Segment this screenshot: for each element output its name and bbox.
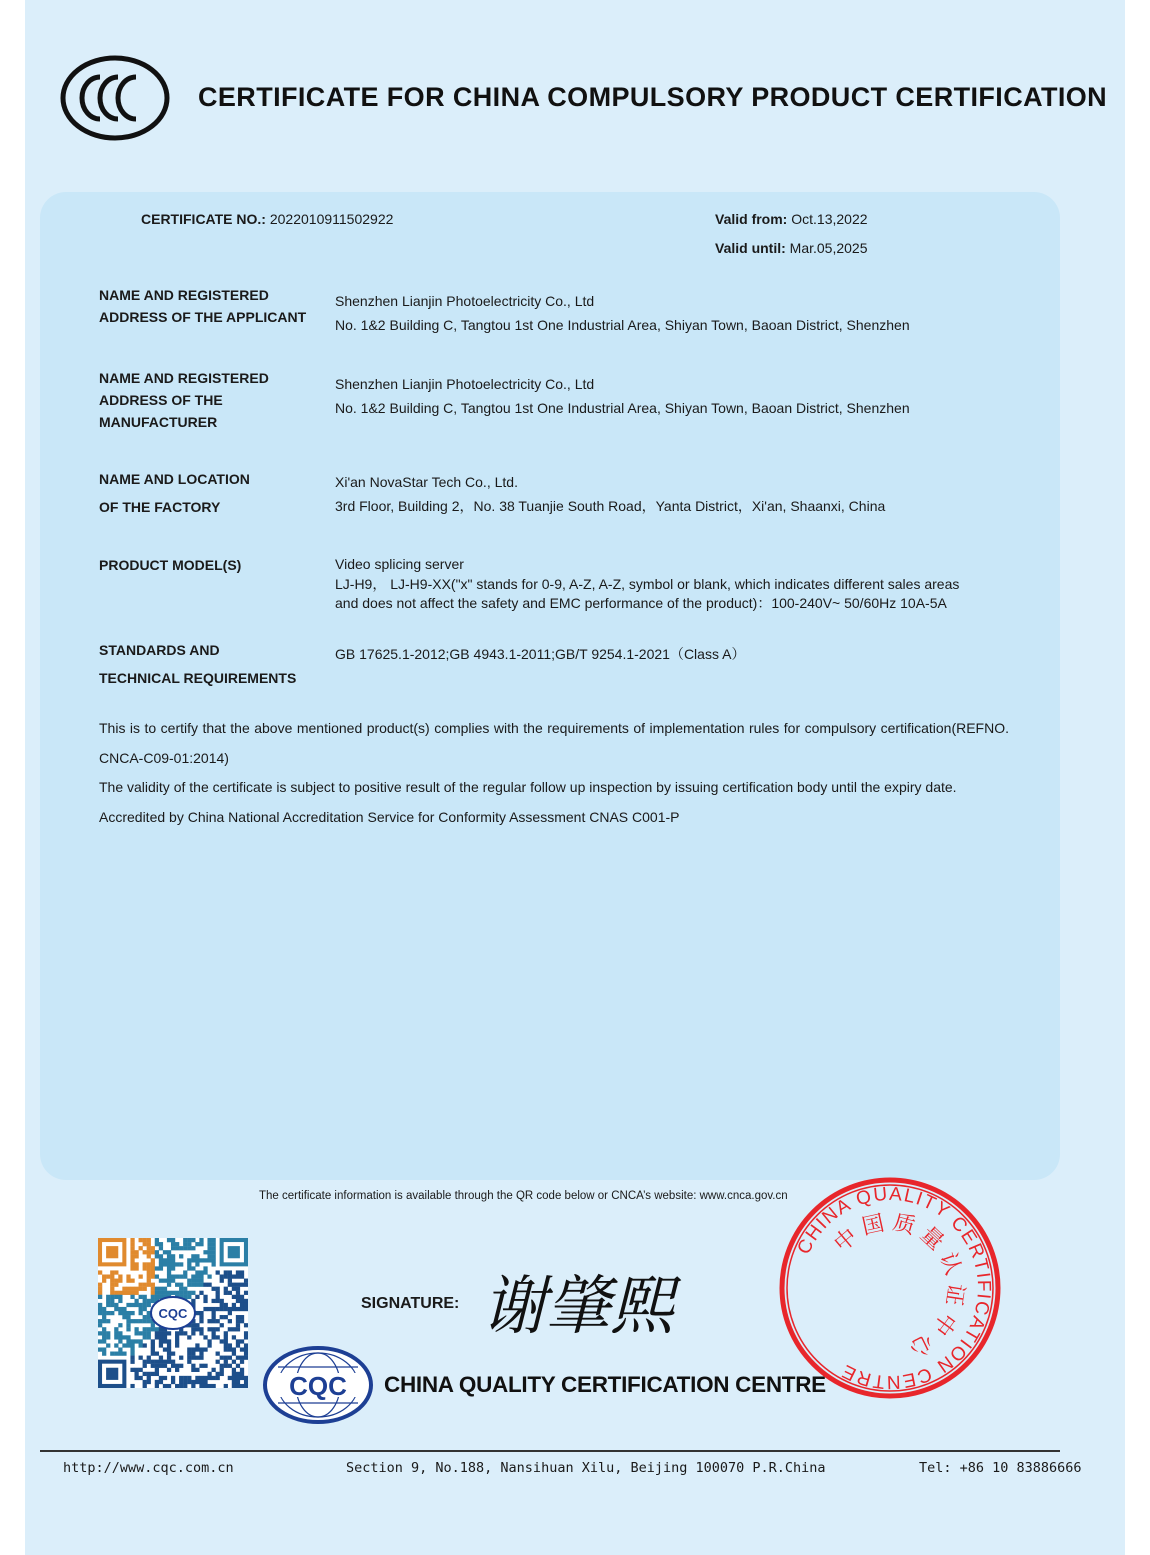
valid-from-value: Oct.13,2022 bbox=[791, 211, 868, 227]
svg-text:CQC: CQC bbox=[158, 1306, 188, 1321]
applicant-label: NAME AND REGISTERED ADDRESS OF THE APPLICANT bbox=[99, 287, 307, 325]
manufacturer-value bbox=[335, 372, 1025, 420]
valid-until-label: Valid until: bbox=[715, 240, 786, 256]
factory-address: 3rd Floor, Building 2，No. 38 Tuanjie South Road，Yanta District，Xi'an, Shaanxi, China bbox=[335, 498, 886, 514]
certificate-number-value: 2022010911502922 bbox=[269, 211, 394, 227]
certificate-number-label: CERTIFICATE NO.: bbox=[141, 211, 266, 227]
applicant-name: Shenzhen Lianjin Photoelectricity Co., Ltd bbox=[335, 293, 595, 309]
footer-address: Section 9, No.188, Nansihuan Xilu, Beijing 100070 P.R.China bbox=[346, 1460, 826, 1476]
factory-value bbox=[335, 470, 1025, 518]
valid-until-value: Mar.05,2025 bbox=[789, 240, 868, 256]
standards-label: STANDARDS AND TECHNICAL REQUIREMENTS bbox=[99, 642, 297, 686]
product-line-1: Video splicing server bbox=[335, 556, 464, 572]
product-line-3: and does not affect the safety and EMC performance of the product)：100-240V~ 50/60Hz 10A-5A bbox=[335, 595, 947, 611]
handwritten-signature bbox=[478, 1258, 708, 1348]
product-line-2: LJ-H9， LJ-H9-XX("x" stands for 0-9, A-Z, A-Z, symbol or blank, which indicates different sales areas bbox=[335, 575, 960, 592]
cqc-name: CHINA QUALITY CERTIFICATION CENTRE bbox=[384, 1372, 826, 1397]
certificate-title: CERTIFICATE FOR CHINA COMPULSORY PRODUCT CERTIFICATION bbox=[198, 82, 1108, 112]
svg-text:CQC: CQC bbox=[289, 1371, 347, 1401]
valid-from-label: Valid from: bbox=[715, 211, 788, 227]
footer-website[interactable]: http://www.cqc.com.cn bbox=[63, 1460, 234, 1476]
cqc-logo-icon bbox=[262, 1345, 374, 1425]
manufacturer-label: NAME AND REGISTERED ADDRESS OF THE MANUFACTURER bbox=[99, 370, 269, 430]
standards-value: GB 17625.1-2012;GB 4943.1-2011;GB/T 9254.1-2021（Class A） bbox=[335, 646, 746, 662]
svg-text:CHINA QUALITY CERTIFICATION CE: CHINA QUALITY CERTIFICATION CENTRE bbox=[793, 1183, 995, 1393]
svg-text:谢肇熙: 谢肇熙 bbox=[482, 1270, 674, 1344]
statement-paragraph: The validity of the certificate is subject to positive result of the regular follow up inspection by issuing certification body until the expiry date. bbox=[99, 779, 957, 795]
applicant-value bbox=[335, 289, 1025, 337]
product-value bbox=[335, 555, 1025, 614]
certification-statement bbox=[99, 714, 1009, 832]
svg-text:中国质量认证中心: 中国质量认证中心 bbox=[829, 1209, 969, 1364]
footer-divider bbox=[40, 1450, 1060, 1452]
qr-note: The certificate information is available through the QR code below or CNCA’s website: www.cnca.gov.cn bbox=[259, 1190, 788, 1202]
factory-label: NAME AND LOCATION OF THE FACTORY bbox=[99, 471, 250, 515]
certificate-header bbox=[60, 50, 1108, 150]
statement-paragraph: This is to certify that the above mentioned product(s) complies with the requirements of implementation rules for compulsory certification(REFNO. CNCA-C09-01:2014) bbox=[99, 720, 1009, 766]
applicant-address: No. 1&2 Building C, Tangtou 1st One Industrial Area, Shiyan Town, Baoan District, Shenzhen bbox=[335, 317, 910, 333]
qr-code-icon bbox=[98, 1238, 248, 1388]
official-seal-icon bbox=[775, 1173, 1005, 1403]
factory-name: Xi'an NovaStar Tech Co., Ltd. bbox=[335, 474, 518, 490]
certificate-number bbox=[141, 211, 393, 227]
signature-label: SIGNATURE: bbox=[361, 1295, 460, 1312]
ccc-logo-icon bbox=[60, 55, 170, 141]
valid-until bbox=[715, 240, 868, 256]
manufacturer-address: No. 1&2 Building C, Tangtou 1st One Industrial Area, Shiyan Town, Baoan District, Shenzhen bbox=[335, 400, 910, 416]
valid-from bbox=[715, 211, 868, 227]
footer-tel: Tel: +86 10 83886666 bbox=[919, 1460, 1082, 1476]
manufacturer-name: Shenzhen Lianjin Photoelectricity Co., Ltd bbox=[335, 376, 595, 392]
statement-paragraph: Accredited by China National Accreditation Service for Conformity Assessment CNAS C001-P bbox=[99, 808, 680, 825]
product-label: PRODUCT MODEL(S) bbox=[99, 557, 242, 573]
